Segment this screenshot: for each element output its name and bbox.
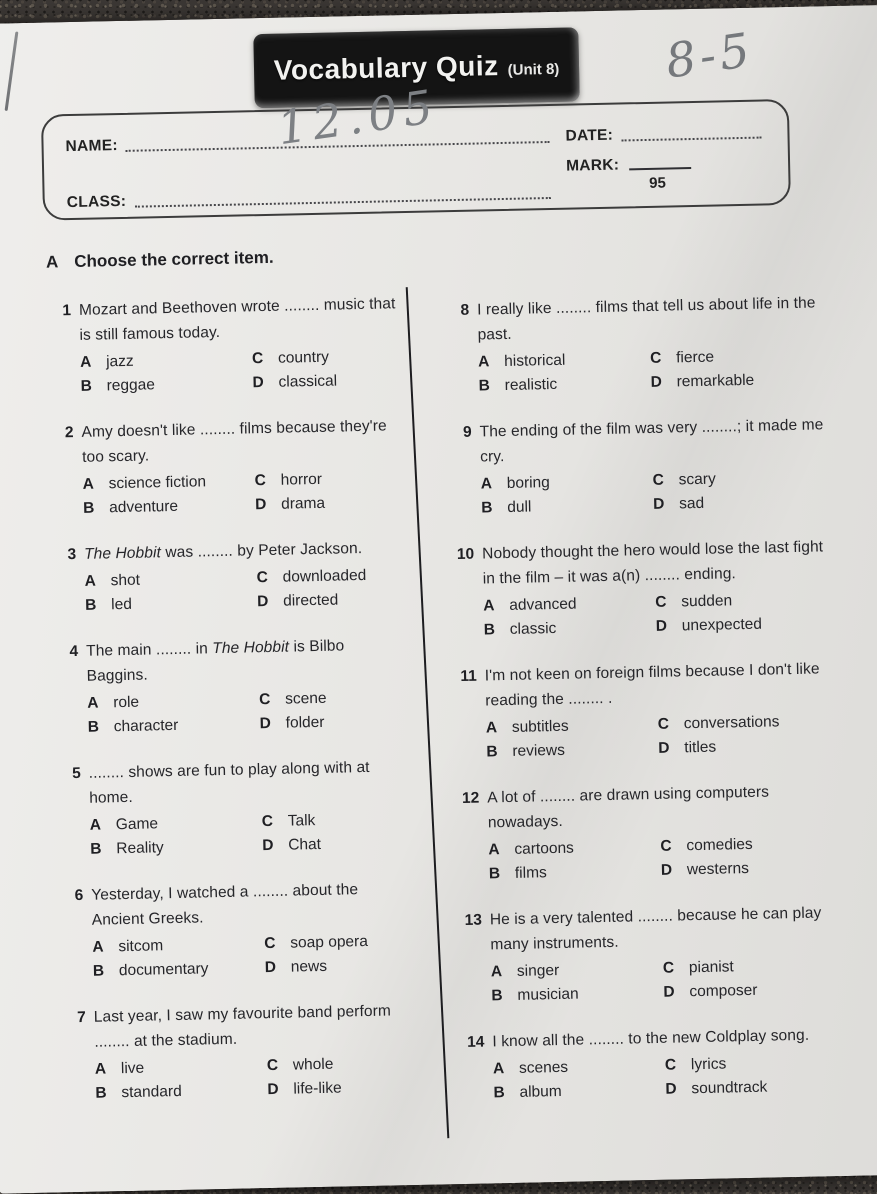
question — [456, 900, 842, 1009]
answer-options — [95, 1051, 416, 1106]
option-text: subtitles — [511, 717, 569, 736]
option-letter: B — [488, 865, 501, 883]
answer-option — [491, 981, 663, 1009]
option-letter: A — [82, 475, 95, 493]
option-letter: B — [481, 499, 493, 517]
option-text: documentary — [118, 960, 209, 980]
option-letter: A — [483, 597, 495, 615]
question-text: Last year, I saw my favourite band perform ........ at the stadium. — [93, 1002, 392, 1051]
option-text: horror — [280, 470, 323, 489]
option-letter: A — [485, 719, 498, 737]
answer-option — [84, 566, 256, 594]
answer-options — [87, 685, 408, 740]
option-text: titles — [684, 738, 717, 757]
option-letter: A — [79, 353, 92, 371]
answer-option — [262, 831, 410, 858]
question-text: Amy doesn't like ........ films because they're too scary. — [81, 417, 387, 466]
option-letter: B — [486, 743, 498, 761]
answer-option — [83, 493, 255, 521]
answer-options — [481, 465, 832, 520]
option-letter: A — [478, 353, 490, 371]
option-letter: C — [266, 1056, 279, 1075]
answer-option — [82, 469, 254, 497]
mark-total: 95 — [648, 174, 667, 192]
option-letter: A — [490, 963, 503, 981]
option-text: unexpected — [681, 615, 763, 635]
option-text: news — [290, 957, 328, 976]
option-text: lyrics — [690, 1055, 727, 1074]
option-letter: C — [657, 715, 670, 733]
option-text: films — [514, 864, 547, 882]
question-number: 14 — [467, 1033, 485, 1051]
option-text: Game — [115, 815, 159, 834]
option-text: downloaded — [282, 566, 367, 586]
option-letter: C — [664, 1056, 677, 1074]
name-fill-line — [126, 127, 550, 152]
option-text: soundtrack — [691, 1078, 768, 1098]
option-letter: D — [254, 496, 267, 514]
answer-options — [478, 343, 829, 398]
mark-field — [566, 154, 765, 202]
answer-options — [486, 709, 837, 764]
quiz-title-unit: (Unit 8) — [507, 60, 560, 79]
option-text: remarkable — [676, 371, 755, 391]
option-letter: A — [89, 816, 102, 834]
question-number: 3 — [67, 546, 77, 564]
answer-option — [264, 929, 412, 956]
question — [458, 1022, 844, 1106]
option-text: Talk — [287, 812, 316, 830]
question-number: 1 — [62, 302, 72, 320]
option-text: comedies — [686, 835, 753, 855]
quiz-title: Vocabulary Quiz — [273, 50, 499, 86]
answer-option — [252, 368, 400, 395]
answer-option — [88, 712, 260, 740]
question-number: 8 — [460, 301, 470, 319]
question-number: 6 — [74, 886, 84, 905]
student-info-box — [41, 99, 791, 221]
option-letter: D — [655, 617, 668, 635]
question-text: The Hobbit was ........ by Peter Jackson. — [83, 540, 363, 563]
answer-option — [254, 466, 402, 493]
answer-option — [481, 493, 653, 521]
option-text: historical — [504, 351, 566, 370]
answer-option — [92, 932, 264, 960]
answer-option — [481, 469, 653, 497]
option-text: musician — [517, 985, 579, 1004]
option-letter: C — [655, 593, 667, 611]
question-text: I'm not keen on foreign films because I don't like reading the ........ . — [484, 660, 820, 710]
answer-option — [656, 611, 834, 639]
option-letter: C — [660, 837, 672, 855]
answer-option — [265, 953, 413, 980]
option-text: Reality — [116, 839, 164, 858]
answer-option — [80, 347, 252, 375]
option-letter: B — [90, 840, 102, 858]
question-text: Mozart and Beethoven wrote ........ music that is still famous today. — [78, 295, 396, 344]
option-letter: C — [256, 568, 269, 587]
answer-options — [82, 466, 403, 521]
answer-option — [95, 1054, 267, 1082]
mark-fill-line — [629, 155, 691, 170]
class-label: CLASS: — [66, 192, 127, 212]
class-field — [66, 158, 553, 212]
option-text: scenes — [518, 1058, 569, 1077]
option-letter: A — [94, 1060, 107, 1078]
option-letter: C — [652, 471, 665, 489]
question — [445, 412, 831, 521]
option-text: standard — [121, 1082, 182, 1102]
question-number: 13 — [464, 911, 483, 929]
option-text: life-like — [293, 1079, 342, 1098]
option-letter: C — [264, 934, 276, 953]
answer-options — [483, 587, 834, 642]
option-text: westerns — [686, 859, 750, 879]
question — [52, 535, 406, 618]
answer-option — [90, 834, 262, 862]
option-text: drama — [280, 494, 326, 513]
option-letter: C — [259, 690, 271, 709]
option-text: dull — [507, 498, 532, 516]
class-fill-line — [134, 183, 551, 208]
question-text: I know all the ........ to the new Coldplay song. — [492, 1026, 810, 1051]
option-text: science fiction — [108, 473, 207, 493]
quiz-paper — [0, 5, 877, 1194]
answer-option — [493, 1054, 665, 1082]
option-letter: D — [252, 374, 264, 392]
handwritten-name-line-value: 12.05 — [274, 78, 442, 156]
question-text: Nobody thought the hero would lose the last fight in the film – it was a(n) ........ ending. — [482, 538, 824, 588]
answer-option — [486, 713, 658, 741]
option-text: adventure — [108, 497, 179, 517]
option-text: sudden — [681, 592, 733, 611]
option-text: conversations — [683, 713, 780, 733]
option-letter: C — [662, 959, 675, 977]
option-text: pianist — [688, 958, 734, 977]
date-label: DATE: — [565, 126, 614, 145]
option-text: reggae — [106, 376, 156, 395]
answer-option — [259, 709, 407, 736]
option-letter: B — [92, 962, 105, 980]
answer-option — [650, 367, 828, 395]
option-letter: C — [649, 349, 662, 367]
option-letter: B — [95, 1084, 107, 1102]
answer-option — [653, 489, 831, 517]
option-text: cartoons — [514, 839, 575, 858]
answer-option — [665, 1074, 843, 1102]
option-letter: A — [492, 1060, 505, 1078]
answer-option — [267, 1075, 415, 1102]
question-number: 10 — [456, 545, 475, 564]
answer-option — [488, 835, 660, 863]
option-text: classical — [278, 372, 338, 391]
option-letter: A — [488, 841, 500, 859]
option-letter: B — [493, 1084, 505, 1102]
name-field — [65, 119, 551, 156]
question-text: The main ........ in The Hobbit is Bilbo Baggins. — [85, 637, 345, 685]
option-text: shot — [110, 571, 141, 590]
question-number: 4 — [69, 642, 79, 661]
answer-option — [491, 957, 663, 985]
answer-options — [493, 1050, 844, 1105]
question-number: 12 — [461, 789, 480, 807]
option-text: led — [111, 595, 133, 614]
answer-option — [486, 737, 658, 765]
answer-option — [252, 344, 400, 371]
option-text: Chat — [288, 835, 322, 854]
date-fill-line — [621, 123, 762, 142]
option-letter: B — [82, 499, 95, 517]
answer-options — [92, 929, 413, 984]
option-letter: C — [251, 350, 264, 368]
handwritten-stroke-mark — [5, 31, 19, 111]
question-text: ........ shows are fun to play along with at home. — [88, 758, 370, 807]
option-letter: A — [87, 694, 99, 712]
option-letter: B — [85, 596, 97, 614]
question — [453, 778, 839, 887]
option-letter: C — [261, 812, 274, 831]
option-letter: B — [491, 987, 503, 1005]
answer-option — [478, 347, 650, 375]
handwritten-corner-grade: 8-5 — [662, 22, 757, 90]
question — [451, 656, 837, 765]
answer-option — [483, 591, 655, 619]
option-letter: D — [660, 861, 673, 879]
option-text: country — [277, 348, 330, 367]
answer-option — [256, 563, 404, 590]
option-letter: D — [658, 739, 670, 757]
answer-option — [80, 371, 252, 399]
answer-option — [255, 490, 403, 517]
option-letter: D — [267, 1080, 279, 1099]
answer-option — [661, 855, 839, 883]
option-letter: D — [256, 592, 269, 611]
question-text: A lot of ........ are drawn using computers nowadays. — [487, 783, 770, 832]
answer-option — [85, 590, 257, 618]
option-text: composer — [689, 981, 758, 1001]
option-text: scene — [285, 689, 327, 708]
question — [47, 291, 401, 399]
option-letter: A — [92, 938, 104, 956]
option-text: soap opera — [290, 932, 369, 952]
answer-option — [90, 810, 262, 838]
question-text: Yesterday, I watched a ........ about the Ancient Greeks. — [91, 881, 359, 929]
question — [443, 290, 829, 399]
option-text: reviews — [512, 741, 566, 760]
question-number: 5 — [71, 764, 81, 783]
option-text: character — [113, 716, 179, 736]
answer-options — [84, 563, 405, 618]
question-number: 7 — [77, 1008, 87, 1027]
option-text: scary — [678, 470, 716, 489]
mark-label: MARK: — [565, 156, 620, 175]
option-letter: D — [264, 958, 277, 977]
section-heading — [46, 248, 274, 273]
question — [448, 534, 834, 643]
answer-option — [259, 685, 407, 712]
answer-option — [267, 1051, 415, 1078]
option-letter: D — [650, 373, 663, 391]
option-text: sitcom — [118, 937, 164, 956]
option-letter: D — [663, 983, 675, 1001]
option-letter: A — [480, 475, 493, 493]
question-text: He is a very talented ........ because he can play many instruments. — [489, 904, 822, 954]
question — [49, 413, 403, 521]
answer-option — [87, 688, 259, 716]
option-text: advanced — [509, 595, 577, 614]
option-text: jazz — [105, 352, 134, 371]
option-letter: D — [665, 1080, 677, 1098]
option-letter: B — [80, 377, 92, 395]
option-text: singer — [516, 961, 560, 980]
question — [62, 998, 416, 1106]
option-text: folder — [285, 713, 325, 732]
answer-options — [90, 807, 411, 862]
option-text: classic — [509, 619, 557, 638]
option-letter: A — [84, 572, 97, 590]
section-letter: A — [45, 252, 59, 272]
answer-option — [658, 733, 836, 761]
answer-option — [489, 859, 661, 887]
question — [54, 632, 408, 740]
option-text: whole — [292, 1055, 334, 1074]
question-number: 9 — [462, 423, 472, 441]
date-field — [565, 115, 764, 146]
option-letter: D — [653, 495, 665, 513]
section-instruction: Choose the correct item. — [74, 247, 274, 271]
quiz-title-box — [253, 27, 579, 108]
questions-column-left — [46, 277, 415, 1114]
answer-option — [663, 977, 841, 1005]
option-text: album — [519, 1082, 562, 1101]
answer-options — [491, 953, 842, 1008]
question-text: The ending of the film was very ........; it made me cry. — [479, 416, 824, 466]
questions-column-right — [442, 268, 843, 1106]
option-text: directed — [282, 591, 339, 610]
option-text: sad — [679, 494, 705, 513]
option-letter: D — [262, 836, 274, 855]
answer-option — [95, 1078, 267, 1106]
answer-option — [493, 1078, 665, 1106]
answer-options — [488, 831, 839, 886]
option-text: realistic — [504, 375, 558, 394]
option-letter: B — [478, 377, 491, 395]
option-text: boring — [506, 474, 551, 492]
option-text: live — [120, 1059, 145, 1078]
option-text: fierce — [675, 348, 715, 367]
question — [56, 754, 410, 862]
questions-area — [46, 268, 843, 1114]
answer-option — [93, 956, 265, 984]
answer-option — [484, 615, 656, 643]
answer-option — [257, 587, 405, 614]
option-letter: D — [259, 714, 272, 733]
answer-options — [80, 344, 401, 399]
question-text: I really like ........ films that tell us about life in the past. — [476, 294, 816, 344]
option-letter: B — [87, 718, 100, 736]
question-number: 11 — [460, 667, 477, 685]
question-number: 2 — [64, 424, 74, 442]
name-label: NAME: — [65, 137, 119, 156]
option-letter: B — [483, 621, 496, 639]
question — [59, 876, 413, 984]
answer-option — [262, 807, 410, 834]
option-text: role — [113, 693, 140, 712]
answer-option — [478, 371, 650, 399]
option-letter: C — [254, 472, 267, 490]
